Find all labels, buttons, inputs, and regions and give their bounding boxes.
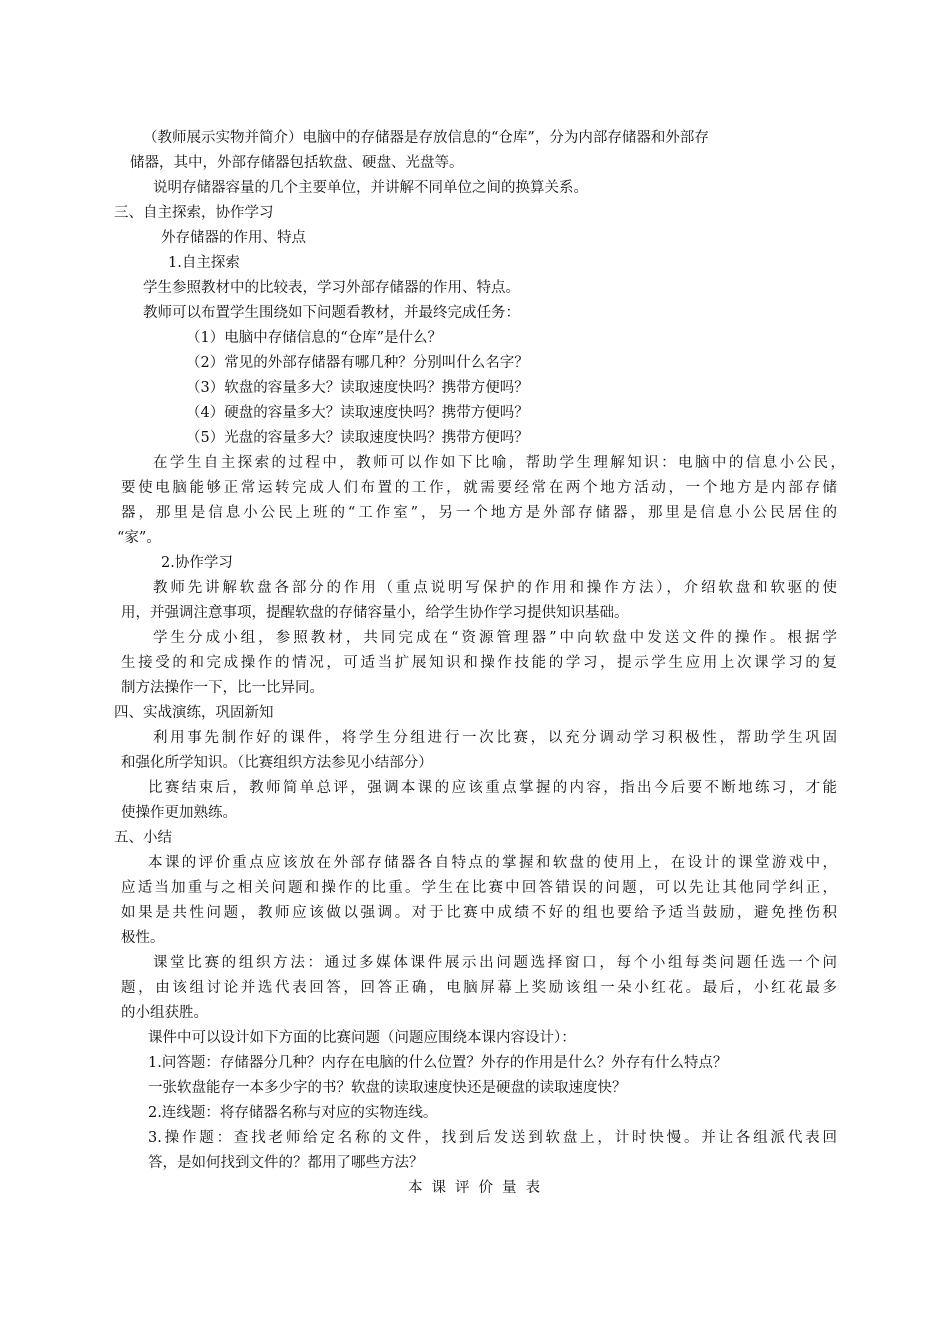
list-item: （4）硬盘的容量多大？读取速度快吗？携带方便吗？ [186, 405, 529, 421]
list-item: （3）软盘的容量多大？读取速度快吗？携带方便吗？ [186, 380, 529, 396]
text-line: 生接受的和完成操作的情况，可适当扩展知识和操作技能的学习，提示学生应用上次课学习的复 [121, 655, 837, 671]
text-line: 学生参照教材中的比较表，学习外部存储器的作用、特点。 [143, 280, 520, 296]
text-line: 一张软盘能存一本多少字的书？软盘的读取速度快还是硬盘的读取速度快？ [148, 1080, 627, 1096]
text-line: 使操作更加熟练。 [121, 805, 237, 821]
text-line: 极性。 [121, 930, 165, 946]
text-line: “家”。 [117, 530, 161, 546]
text-line: 答，是如何找到文件的？都用了哪些方法？ [148, 1155, 424, 1171]
text-line: 储器，其中，外部存储器包括软盘、硬盘、光盘等。 [130, 155, 464, 171]
text-line: 本课的评价重点应该放在外部存储器各自特点的掌握和软盘的使用上，在设计的课堂游戏中， [148, 855, 837, 871]
text-line: 比赛结束后，教师简单总评，强调本课的应该重点掌握的内容，指出今后要不断地练习，才能 [148, 780, 837, 796]
text-line: 利用事先制作好的课件，将学生分组进行一次比赛，以充分调动学习积极性，帮助学生巩固 [153, 730, 837, 746]
text-line: 应适当加重与之相关问题和操作的比重。学生在比赛中回答错误的问题，可以先让其他同学纠正， [121, 880, 837, 896]
text-line: （教师展示实物并简介）电脑中的存储器是存放信息的“仓库”，分为内部存储器和外部存 [143, 130, 709, 146]
text-line: 教师先讲解软盘各部分的作用（重点说明写保护的作用和操作方法），介绍软盘和软驱的使 [153, 580, 837, 596]
text-line: 和强化所学知识。（比赛组织方法参见小结部分） [121, 755, 433, 771]
text-line: 器，那里是信息小公民上班的“工作室”，另一个地方是外部存储器，那里是信息小公民居住的 [121, 505, 837, 521]
text-line: 的小组获胜。 [121, 1005, 208, 1021]
list-item: （5）光盘的容量多大？读取速度快吗？携带方便吗？ [186, 430, 529, 446]
text-line: 题，由该组讨论并选代表回答，回答正确，电脑屏幕上奖励该组一朵小红花。最后，小红花最多 [121, 980, 837, 996]
table-title: 本课评价量表 [408, 1180, 549, 1196]
text-line: 在学生自主探索的过程中，教师可以作如下比喻，帮助学生理解知识：电脑中的信息小公民， [153, 455, 845, 471]
list-item: （2）常见的外部存储器有哪几种？分别叫什么名字？ [186, 355, 529, 371]
section-heading: 四、实战演练，巩固新知 [114, 705, 274, 721]
text-line: 学生分成小组，参照教材，共同完成在“资源管理器”中向软盘中发送文件的操作。根据学 [153, 630, 837, 646]
subheading: 2.协作学习 [161, 555, 233, 571]
list-item: （1）电脑中存储信息的“仓库”是什么？ [186, 330, 443, 346]
list-item: 1.问答题：存储器分几种？内存在电脑的什么位置？外存的作用是什么？外存有什么特点？ [148, 1055, 728, 1071]
section-heading: 五、小结 [114, 830, 172, 846]
text-line: 课堂比赛的组织方法：通过多媒体课件展示出问题选择窗口，每个小组每类问题任选一个问 [153, 955, 837, 971]
text-line: 教师可以布置学生围绕如下问题看教材，并最终完成任务： [143, 305, 520, 321]
text-line: 课件中可以设计如下方面的比赛问题（问题应围绕本课内容设计）： [148, 1030, 576, 1046]
text-line: 说明存储器容量的几个主要单位，并讲解不同单位之间的换算关系。 [153, 180, 588, 196]
subheading: 1.自主探索 [168, 255, 240, 271]
text-line: 用，并强调注意事项，提醒软盘的存储容量小，给学生协作学习提供知识基础。 [121, 605, 629, 621]
subheading: 外存储器的作用、特点 [161, 230, 306, 246]
text-line: 要使电脑能够正常运转完成人们布置的工作，就需要经常在两个地方活动，一个地方是内部存储 [121, 480, 837, 496]
section-heading: 三、自主探索，协作学习 [114, 205, 274, 221]
list-item: 2.连线题：将存储器名称与对应的实物连线。 [148, 1105, 438, 1121]
text-line: 制方法操作一下，比一比异同。 [121, 680, 324, 696]
list-item: 3.操作题：查找老师给定名称的文件，找到后发送到软盘上，计时快慢。并让各组派代表回 [148, 1130, 837, 1146]
text-line: 如果是共性问题，教师应该做以强调。对于比赛中成绩不好的组也要给予适当鼓励，避免挫伤积 [121, 905, 837, 921]
